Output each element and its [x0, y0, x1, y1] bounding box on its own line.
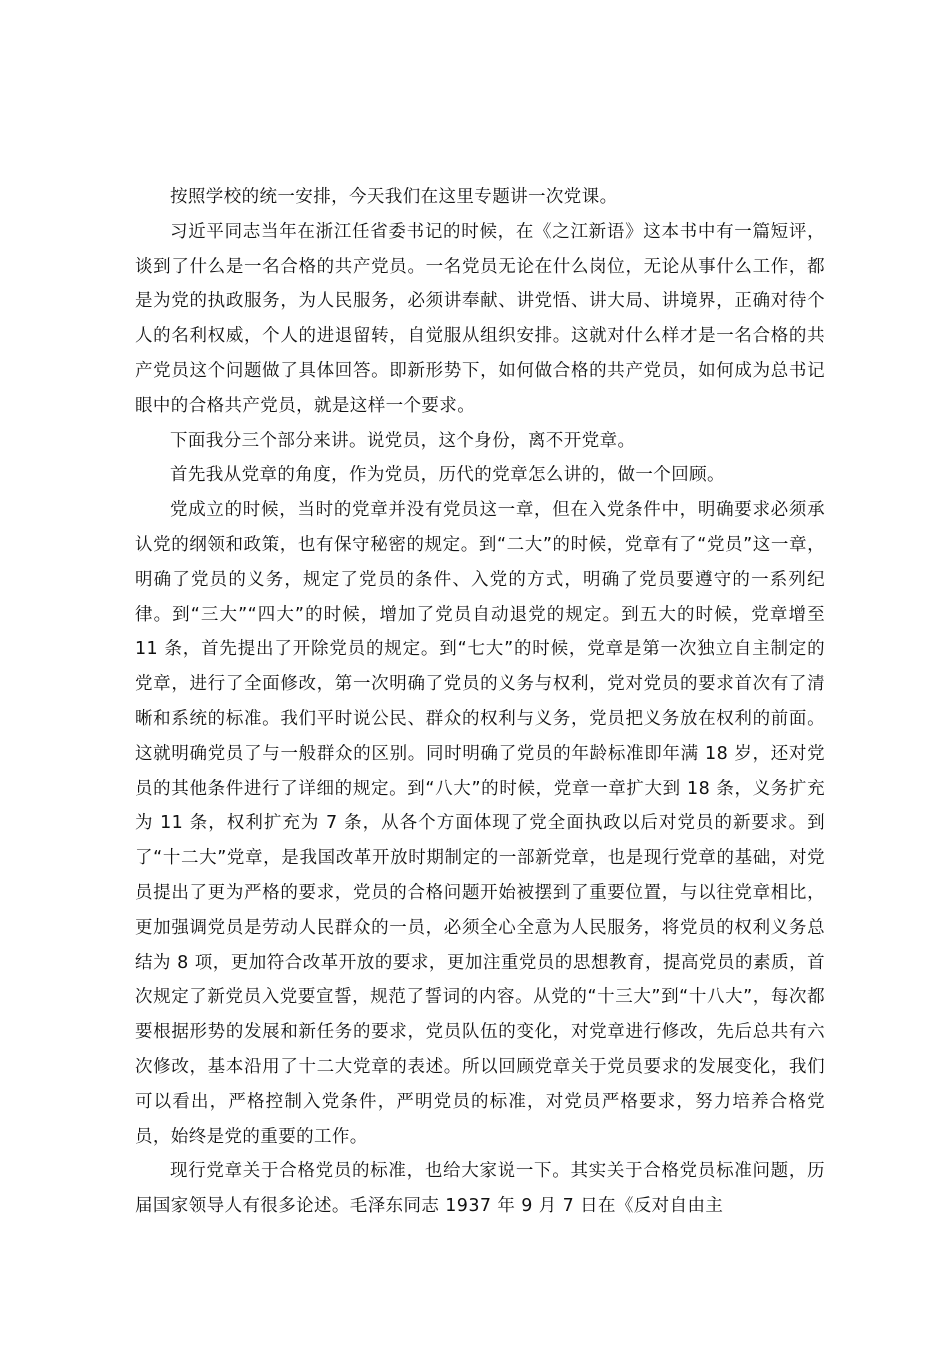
document-body [135, 180, 825, 1224]
paragraph-4: 首先我从党章的角度，作为党员，历代的党章怎么讲的，做一个回顾。 [170, 465, 725, 486]
paragraph-6: 现行党章关于合格党员的标准，也给大家说一下。其实关于合格党员标准问题，历届国家领导人有很多论述。毛泽东同志 1937 年 9 月 7 日在《反对自由主 [135, 1161, 825, 1217]
paragraph-1: 按照学校的统一安排，今天我们在这里专题讲一次党课。 [170, 187, 618, 207]
paragraph-5: 党成立的时候，当时的党章并没有党员这一章，但在入党条件中，明确要求必须承认党的纲领和政策，也有保守秘密的规定。到“二大”的时候，党章有了“党员”这一章，明确了党员的义务，规定了党员的条件、入党的方式，明确了党员要遵守的一系列纪律。到“三大”“四大”的时候，增加了党员自动退党的规定。到五大的时候，党章增至 11 条，首先提出了开除党员的规定。到“七大”的时候，党章是第一次独立自主制定的党章，进行了全面修改，第一次明确了党员的义务与权利，党对党员的要求首次有了清晰和系统的标准。我们平时说公民、群众的权利与义务，党员把义务放在权利的前面。这就明确党员了与一般群众的区别。同时明确了党员的年龄标准即年满 18 岁，还对党员的其他条件进行了详细的规定。到“八大”的时候，党章一章扩大到 18 条，义务扩充为 11 条，权利扩充为 7 条，从各个方面体现了党全面执政以后对党员的新要求。到了“十二大”党章，是我国改革开放时期制定的一部新党章，也是现行党章的基础，对党员提出了更为严格的要求，党员的合格问题开始被摆到了重要位置，与以往党章相比，更加强调党员是劳动人民群众的一员，必须全心全意为人民服务，将党员的权利义务总结为 8 项，更加符合改革开放的要求，更加注重党员的思想教育，提高党员的素质，首次规定了新党员入党要宣誓，规范了誓词的内容。从党的“十三大”到“十八大”，每次都要根据形势的发展和新任务的要求，党员队伍的变化，对党章进行修改，先后总共有六次修改，基本沿用了十二大党章的表述。所以回顾党章关于党员要求的发展变化，我们可以看出，严格控制入党条件，严明党员的标准，对党员严格要求，努力培养合格党员，始终是党的重要的工作。 [135, 500, 825, 1147]
paragraph-3: 下面我分三个部分来讲。说党员，这个身份，离不开党章。 [170, 430, 636, 451]
paragraph-2: 习近平同志当年在浙江任省委书记的时候，在《之江新语》这本书中有一篇短评，谈到了什么是一名合格的共产党员。一名党员无论在什么岗位，无论从事什么工作，都是为党的执政服务，为人民服务，必须讲奉献、讲党悟、讲大局、讲境界，正确对待个人的名利权威，个人的进退留转，自觉服从组织安排。这就对什么样才是一名合格的共产党员这个问题做了具体回答。即新形势下，如何做合格的共产党员，如何成为总书记眼中的合格共产党员，就是这样一个要求。 [135, 221, 825, 416]
